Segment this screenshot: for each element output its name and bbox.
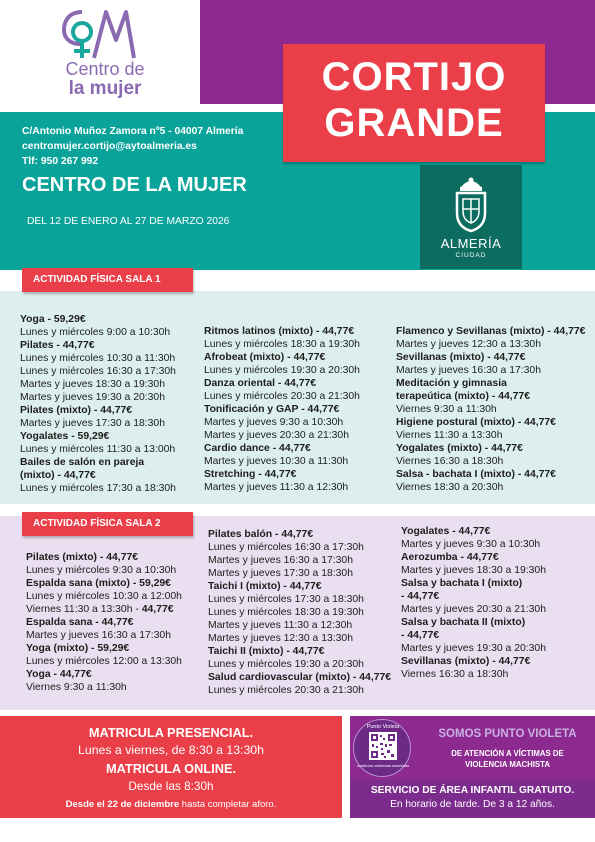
area-infantil — [350, 780, 595, 818]
activity-schedule: Lunes y miércoles 17:30 a 18:30h — [208, 594, 364, 605]
activity-item — [20, 430, 200, 456]
activity-schedule: Martes y jueves 20:30 a 21:30h — [204, 430, 349, 441]
matricula-presencial: MATRICULA PRESENCIAL. — [88, 725, 254, 740]
punto-violeta-title: SOMOS PUNTO VIOLETA — [438, 728, 577, 740]
main-title: CENTRO DE LA MUJER — [22, 174, 247, 196]
activity-name: Higiene postural (mixto) - 44,77€ — [396, 417, 556, 428]
desde-date: Desde el 22 de diciembre — [65, 799, 180, 810]
activity-item — [26, 603, 206, 616]
area-infantil-title: SERVICIO DE ÁREA INFANTIL GRATUITO. — [370, 785, 575, 796]
activity-name: Pilates (mixto) - 44,77€ — [20, 405, 133, 416]
activity-item — [396, 468, 591, 494]
activity-schedule: Martes y jueves 12:30 a 13:30h — [396, 339, 541, 350]
activity-schedule: Viernes 16:30 a 18:30h — [396, 456, 504, 467]
activity-item — [26, 616, 206, 642]
date-range: DEL 12 DE ENERO AL 27 DE MARZO 2026 — [27, 216, 230, 227]
activity-item — [208, 528, 393, 580]
title-line-2: GRANDE — [324, 101, 504, 145]
activity-name: Salsa y bachata I (mixto) — [401, 578, 523, 589]
activity-item — [396, 442, 591, 468]
activity-schedule: Viernes 11:30 a 13:30h — [396, 430, 503, 441]
activity-item — [204, 442, 389, 468]
activity-name: Yoga - 44,77€ — [26, 669, 92, 680]
email: centromujer.cortijo@aytoalmeria.es — [22, 141, 197, 152]
activity-schedule: Martes y jueves 20:30 a 21:30h — [401, 604, 546, 615]
activity-schedule: Viernes 16:30 a 18:30h — [401, 669, 509, 680]
matricula-dates — [0, 799, 342, 810]
activity-name: Espalda sana - 44,77€ — [26, 617, 134, 628]
sala2-col1 — [26, 551, 206, 694]
coat-of-arms-icon — [451, 175, 491, 235]
activity-name: Yogalates - 59,29€ — [20, 431, 110, 442]
activity-schedule: Viernes 9:30 a 11:30h — [26, 682, 127, 693]
activity-schedule: Lunes y miércoles 16:30 a 17:30h — [208, 542, 364, 553]
activity-name: Pilates - 44,77€ — [20, 340, 95, 351]
activity-schedule: Viernes 18:30 a 20:30h — [396, 482, 504, 493]
activity-item — [208, 645, 393, 671]
activity-schedule: Lunes y miércoles 9:30 a 10:30h — [26, 565, 177, 576]
activity-name: Salud cardiovascular (mixto) - 44,77€ — [208, 672, 392, 683]
activity-name: (mixto) - 44,77€ — [20, 470, 96, 481]
logo-line-1: Centro de — [65, 59, 145, 79]
address: C/Antonio Muñoz Zamora nº5 - 04007 Almería — [22, 126, 244, 137]
activity-name: Salsa y bachata II (mixto) — [401, 617, 526, 628]
activity-item — [20, 404, 200, 430]
phone: Tlf: 950 267 992 — [22, 156, 99, 167]
activity-schedule: Lunes y miércoles 20:30 a 21:30h — [208, 685, 364, 696]
header — [0, 0, 595, 272]
online-horario: Desde las 8:30h — [128, 779, 214, 793]
activity-schedule: Martes y jueves 9:30 a 10:30h — [204, 417, 344, 428]
activity-item — [204, 377, 389, 403]
activity-name: Cardio dance - 44,77€ — [204, 443, 311, 454]
activity-schedule: Lunes y miércoles 17:30 a 18:30h — [20, 483, 176, 494]
activity-schedule: Lunes y miércoles 18:30 a 19:30h — [204, 339, 360, 350]
activity-item — [204, 468, 389, 494]
badge-top-text: Punto Violeta — [366, 724, 400, 730]
activity-schedule: Martes y jueves 18:30 a 19:30h — [401, 565, 546, 576]
activity-schedule: Lunes y miércoles 19:30 a 20:30h — [204, 365, 360, 376]
venus-logo-icon — [58, 6, 136, 62]
activity-name: Yoga - 59,29€ — [20, 314, 86, 325]
activity-name: Danza oriental - 44,77€ — [204, 378, 317, 389]
activity-item — [401, 655, 591, 681]
activity-item — [20, 339, 200, 404]
activity-name: terapeútica (mixto) - 44,77€ — [396, 391, 530, 402]
activity-schedule: Martes y jueves 19:30 a 20:30h — [20, 392, 165, 403]
activity-schedule — [26, 603, 206, 616]
activity-schedule: Lunes y miércoles 19:30 a 20:30h — [208, 659, 364, 670]
sala1-label: ACTIVIDAD FÍSICA SALA 1 — [22, 268, 193, 292]
activity-schedule: Lunes y miércoles 11:30 a 13:00h — [20, 444, 176, 455]
activity-name: - 44,77€ — [401, 591, 440, 602]
punto-sub-line-1: DE ATENCIÓN A VÍCTIMAS DE — [451, 749, 564, 758]
activity-name: Yogalates - 44,77€ — [401, 526, 491, 537]
activity-schedule: Martes y jueves 17:30 a 18:30h — [20, 418, 165, 429]
activity-item — [396, 416, 591, 442]
activity-item — [208, 580, 393, 645]
activity-name: Ritmos latinos (mixto) - 44,77€ — [204, 326, 355, 337]
activity-item — [401, 616, 591, 655]
sala2-col2 — [208, 528, 393, 697]
activity-schedule: Martes y jueves 17:30 a 18:30h — [208, 568, 353, 579]
activity-name: Taichi I (mixto) - 44,77€ — [208, 581, 322, 592]
activity-item — [26, 642, 206, 668]
title-line-1: CORTIJO — [321, 55, 507, 99]
activity-schedule: Martes y jueves 11:30 a 12:30h — [204, 482, 349, 493]
activity-schedule: Lunes y miércoles 20:30 a 21:30h — [204, 391, 360, 402]
area-infantil-detail: En horario de tarde. De 3 a 12 años. — [390, 799, 555, 810]
activity-name: Espalda sana (mixto) - 59,29€ — [26, 578, 171, 589]
activity-name: Sevillanas (mixto) - 44,77€ — [396, 352, 526, 363]
centro-mujer-logo — [0, 0, 200, 112]
punto-violeta-badge — [353, 719, 411, 777]
logo-line-2: la mujer — [68, 78, 142, 99]
activity-name: Yoga (mixto) - 59,29€ — [26, 643, 130, 654]
punto-violeta-panel — [350, 716, 595, 818]
schedule-text: Viernes 11:30 a 13:30h - — [26, 604, 142, 615]
sala1-col2 — [204, 325, 389, 494]
sala2-col3 — [401, 525, 591, 681]
activity-name: Stretching - 44,77€ — [204, 469, 297, 480]
almeria-name: ALMERÍA — [440, 236, 502, 251]
activity-item — [26, 668, 206, 694]
almeria-logo — [420, 165, 522, 269]
activity-item — [204, 403, 389, 442]
activity-item — [396, 351, 591, 377]
activity-name: Pilates (mixto) - 44,77€ — [26, 552, 139, 563]
activity-item — [401, 577, 591, 616]
activity-item — [204, 351, 389, 377]
activity-name: Sevillanas (mixto) - 44,77€ — [401, 656, 531, 667]
activity-name: Aerozumba - 44,77€ — [401, 552, 499, 563]
activity-item — [26, 551, 206, 577]
activity-item — [208, 671, 393, 697]
activity-item — [396, 325, 591, 351]
activity-schedule: Martes y jueves 11:30 a 12:30h — [208, 620, 353, 631]
activity-name: Taichi II (mixto) - 44,77€ — [208, 646, 325, 657]
activity-schedule: Lunes y miércoles 10:30 a 11:30h — [20, 353, 176, 364]
activity-schedule: Martes y jueves 9:30 a 10:30h — [401, 539, 541, 550]
sala1-col3 — [396, 325, 591, 494]
contact-info — [22, 124, 243, 169]
activity-item — [401, 525, 591, 551]
badge-bottom-text: contra las violencias machistas — [356, 764, 410, 768]
activity-name: Pilates balón - 44,77€ — [208, 529, 314, 540]
qr-code-icon[interactable] — [369, 732, 397, 760]
activity-schedule: Martes y jueves 10:30 a 11:30h — [204, 456, 349, 467]
logo-text — [40, 60, 170, 98]
activity-item — [401, 551, 591, 577]
activity-schedule: Martes y jueves 16:30 a 17:30h — [208, 555, 353, 566]
activity-schedule: Lunes y miércoles 18:30 a 19:30h — [208, 607, 364, 618]
activity-name: - 44,77€ — [401, 630, 440, 641]
presencial-horario: Lunes a viernes, de 8:30 a 13:30h — [78, 743, 264, 757]
activity-schedule: Martes y jueves 19:30 a 20:30h — [401, 643, 546, 654]
punto-violeta-top — [350, 716, 595, 780]
almeria-sub: CIUDAD — [455, 252, 487, 259]
activity-item — [20, 456, 200, 495]
activity-schedule: Martes y jueves 16:30 a 17:30h — [26, 630, 171, 641]
activity-schedule: Viernes 9:30 a 11:30h — [396, 404, 497, 415]
activity-name: Salsa - bachata I (mixto) - 44,77€ — [396, 469, 556, 480]
activity-price: 44,77€ — [141, 604, 174, 615]
activity-schedule: Martes y jueves 18:30 a 19:30h — [20, 379, 165, 390]
punto-violeta-subtitle — [420, 748, 595, 770]
activity-item — [26, 577, 206, 603]
activity-schedule: Lunes y miércoles 9:00 a 10:30h — [20, 327, 171, 338]
activity-name: Meditación y gimnasia — [396, 378, 507, 389]
activity-item — [396, 377, 591, 416]
activity-name: Bailes de salón en pareja — [20, 457, 145, 468]
activity-name: Tonificación y GAP - 44,77€ — [204, 404, 340, 415]
activity-name: Yogalates (mixto) - 44,77€ — [396, 443, 523, 454]
punto-sub-line-2: VIOLENCIA MACHISTA — [465, 760, 550, 769]
activity-schedule: Martes y jueves 16:30 a 17:30h — [396, 365, 541, 376]
matricula-online: MATRICULA ONLINE. — [105, 761, 237, 776]
activity-name: Flamenco y Sevillanas (mixto) - 44,77€ — [396, 326, 586, 337]
activity-schedule: Lunes y miércoles 12:00 a 13:30h — [26, 656, 182, 667]
activity-schedule: Lunes y miércoles 10:30 a 12:00h — [26, 591, 182, 602]
activity-item — [20, 313, 200, 339]
activity-schedule: Martes y jueves 12:30 a 13:30h — [208, 633, 353, 644]
title-box — [283, 44, 545, 162]
activity-schedule: Lunes y miércoles 16:30 a 17:30h — [20, 366, 176, 377]
activity-item — [204, 325, 389, 351]
desde-rest: hasta completar aforo. — [179, 799, 277, 810]
sala2-label: ACTIVIDAD FÍSICA SALA 2 — [22, 512, 193, 536]
activity-name: Afrobeat (mixto) - 44,77€ — [204, 352, 326, 363]
sala1-col1 — [20, 313, 200, 495]
matricula-panel — [0, 716, 342, 818]
